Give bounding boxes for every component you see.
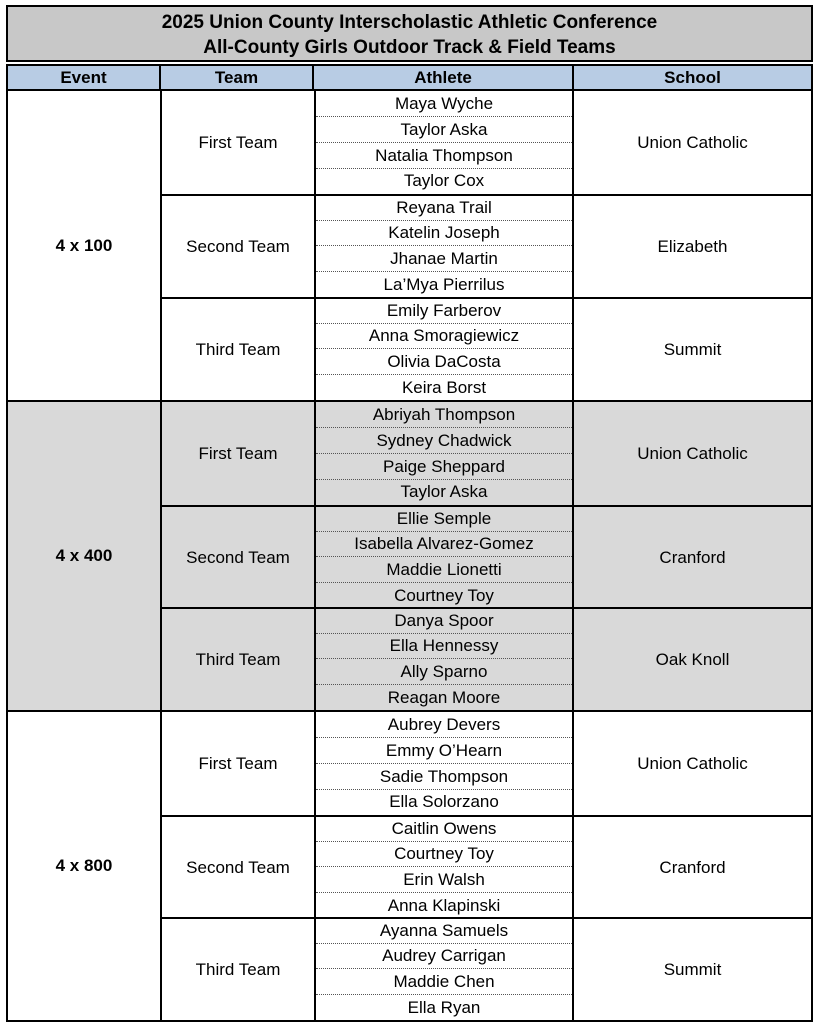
team-name: Second Team xyxy=(162,507,316,608)
header-athlete: Athlete xyxy=(312,64,574,91)
athlete-name: La’Mya Pierrilus xyxy=(383,274,505,294)
athlete-list xyxy=(316,609,572,710)
team-row xyxy=(162,505,811,608)
event-block xyxy=(6,91,813,402)
athlete-name: Courtney Toy xyxy=(316,842,572,867)
event-name: 4 x 800 xyxy=(8,712,162,1020)
athlete-list xyxy=(316,299,572,400)
school-name: Elizabeth xyxy=(572,196,811,297)
athlete-name: Jhanae Martin xyxy=(316,247,572,272)
athlete-name: Maddie Chen xyxy=(316,970,572,995)
school-name: Summit xyxy=(572,299,811,400)
athlete-name: Emily Farberov xyxy=(316,299,572,324)
school-name: Union Catholic xyxy=(572,402,811,505)
athlete-name: Ally Sparno xyxy=(316,660,572,685)
athlete-name: Sadie Thompson xyxy=(316,764,572,790)
athlete-name: Ella Solorzano xyxy=(389,792,499,811)
school-name: Cranford xyxy=(572,817,811,918)
header-school: School xyxy=(572,64,813,91)
team-row xyxy=(162,607,811,710)
athlete-name: Keira Borst xyxy=(401,377,487,397)
athlete-name: Maya Wyche xyxy=(316,91,572,117)
athlete-list xyxy=(316,919,572,1020)
event-block xyxy=(6,402,813,712)
athlete-name: Erin Walsh xyxy=(316,868,572,893)
team-name: Second Team xyxy=(162,196,316,297)
team-row xyxy=(162,917,811,1020)
team-row xyxy=(162,91,811,194)
athlete-name: Caitlin Owens xyxy=(316,817,572,842)
athlete-name: Anna Smoragiewicz xyxy=(316,324,572,349)
athlete-list xyxy=(316,817,572,918)
team-name: Third Team xyxy=(162,919,316,1020)
athlete-name: Katelin Joseph xyxy=(316,221,572,246)
team-row xyxy=(162,712,811,815)
school-name: Union Catholic xyxy=(572,712,811,815)
school-name: Oak Knoll xyxy=(572,609,811,710)
athlete-name: Courtney Toy xyxy=(394,585,494,605)
athlete-list xyxy=(316,712,572,815)
team-row xyxy=(162,402,811,505)
athlete-name: Ella Ryan xyxy=(407,997,481,1017)
athlete-name: Audrey Carrigan xyxy=(316,944,572,969)
event-name: 4 x 100 xyxy=(8,91,162,400)
team-row xyxy=(162,815,811,918)
team-name: First Team xyxy=(162,712,316,815)
athlete-name: Paige Sheppard xyxy=(316,454,572,480)
team-name: First Team xyxy=(162,402,316,505)
team-name: Third Team xyxy=(162,609,316,710)
athlete-name: Isabella Alvarez-Gomez xyxy=(316,532,572,557)
page-title xyxy=(6,5,813,62)
athlete-list xyxy=(316,91,572,194)
athlete-name: Reyana Trail xyxy=(316,196,572,221)
school-name: Summit xyxy=(572,919,811,1020)
event-name: 4 x 400 xyxy=(8,402,162,710)
team-row xyxy=(162,297,811,400)
athlete-name: Ella Hennessy xyxy=(316,634,572,659)
title-line-2: All-County Girls Outdoor Track & Field Teams xyxy=(203,37,616,58)
athlete-name: Taylor Aska xyxy=(400,482,488,501)
athlete-name: Ayanna Samuels xyxy=(316,919,572,944)
athlete-name: Abriyah Thompson xyxy=(316,402,572,428)
team-name: First Team xyxy=(162,91,316,194)
athlete-name: Taylor Cox xyxy=(403,171,485,190)
team-name: Second Team xyxy=(162,817,316,918)
athlete-name: Danya Spoor xyxy=(316,609,572,634)
athlete-list xyxy=(316,402,572,505)
title-line-1: 2025 Union County Interscholastic Athletic Conference xyxy=(161,12,658,33)
header-team: Team xyxy=(159,64,314,91)
athlete-name: Reagan Moore xyxy=(387,687,501,707)
athlete-name: Emmy O’Hearn xyxy=(316,738,572,764)
team-name: Third Team xyxy=(162,299,316,400)
header-event: Event xyxy=(6,64,161,91)
athlete-list xyxy=(316,507,572,608)
athlete-name: Ellie Semple xyxy=(316,507,572,532)
school-name: Union Catholic xyxy=(572,91,811,194)
athlete-name: Taylor Aska xyxy=(316,117,572,143)
athlete-name: Sydney Chadwick xyxy=(316,428,572,454)
athlete-name: Olivia DaCosta xyxy=(316,350,572,375)
athlete-name: Natalia Thompson xyxy=(316,143,572,169)
athlete-list xyxy=(316,196,572,297)
athlete-name: Maddie Lionetti xyxy=(316,558,572,583)
event-block xyxy=(6,712,813,1022)
team-row xyxy=(162,194,811,297)
school-name: Cranford xyxy=(572,507,811,608)
athlete-name: Anna Klapinski xyxy=(387,895,501,915)
athlete-name: Aubrey Devers xyxy=(316,712,572,738)
